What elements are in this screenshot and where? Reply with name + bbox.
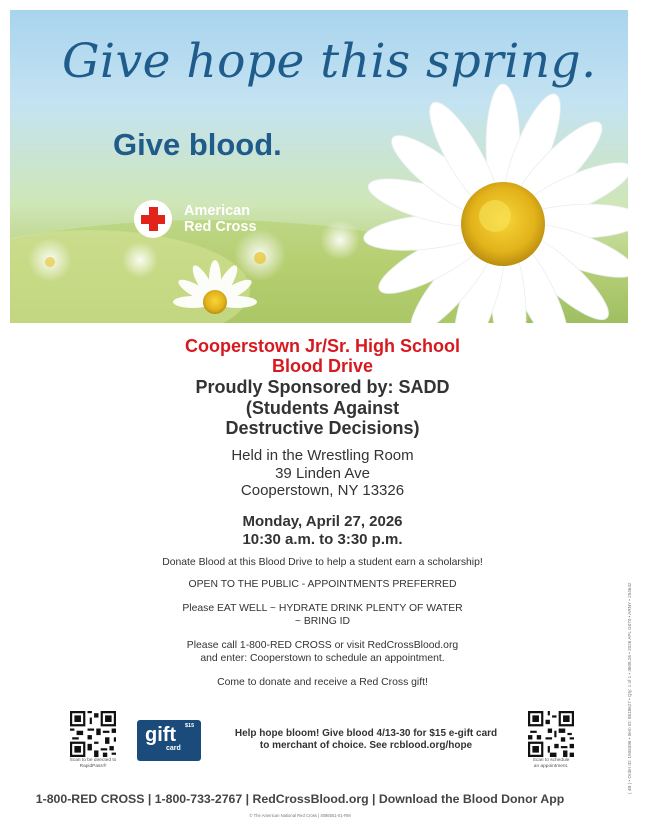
card-word: card xyxy=(166,745,181,752)
school-name: Cooperstown Jr/Sr. High School xyxy=(184,336,461,356)
gift-text: Come to donate and receive a Red Cross gift! xyxy=(217,677,428,688)
schedule-caption-line-1: Scan to schedule xyxy=(532,758,570,763)
venue-room: Held in the Wrestling Room xyxy=(231,447,414,464)
event-date: Monday, April 27, 2026 xyxy=(242,513,403,530)
gift-amount: $15 xyxy=(185,723,195,729)
sponsor-block xyxy=(0,377,645,439)
eat-well-line-2: ~ BRING ID xyxy=(294,615,351,627)
order-id-code: ( 4B ) • Order ID: 1506396 • Item ID: 8818627 • Qty: 1 of 1 • 4608.26 • 2026 APL G070 • ARNY • 254642 xyxy=(627,582,632,794)
venue-street: 39 Linden Ave xyxy=(275,464,370,482)
hero-title: Give hope this spring. xyxy=(62,34,597,89)
venue-block xyxy=(0,447,645,500)
american-red-cross-logo xyxy=(134,200,284,246)
eat-well-line-1: Please EAT WELL ~ HYDRATE DRINK PLENTY OF WATER xyxy=(182,603,463,614)
schedule-caption-line-2: an appointment. xyxy=(533,764,569,769)
open-to-public-text: OPEN TO THE PUBLIC - APPOINTMENTS PREFERRED xyxy=(188,579,457,590)
appointment-line-2: and enter: Cooperstown to schedule an appointment. xyxy=(200,652,445,664)
footer-contact: 1-800-RED CROSS | 1-800-733-2767 | RedCrossBlood.org | Download the Blood Donor App xyxy=(35,792,565,806)
sponsor-line-3: Destructive Decisions) xyxy=(225,418,420,438)
gift-card-graphic xyxy=(137,720,201,761)
event-time: 10:30 a.m. to 3:30 p.m. xyxy=(242,530,403,548)
hero-banner xyxy=(10,10,628,323)
schedule-qr-caption xyxy=(511,758,591,770)
rapidpass-qr-caption xyxy=(53,758,133,770)
appointment-text xyxy=(0,640,645,665)
sponsor-line-1: Proudly Sponsored by: SADD xyxy=(195,377,450,397)
scholarship-text: Donate Blood at this Blood Drive to help a student earn a scholarship! xyxy=(162,557,483,568)
drive-name: Blood Drive xyxy=(271,356,373,376)
rapidpass-qr-code[interactable] xyxy=(70,711,116,757)
red-cross-icon xyxy=(134,200,172,238)
event-title xyxy=(0,336,645,376)
rapidpass-caption-line-1: Scan to be directed to xyxy=(69,758,117,763)
schedule-qr-code[interactable] xyxy=(528,711,574,757)
promo-line-2: to merchant of choice. See rcblood.org/hope xyxy=(259,740,473,751)
logo-line-2: Red Cross xyxy=(184,219,257,235)
rapidpass-caption-line-2: RapidPass® xyxy=(79,764,107,769)
copyright-text: © The American National Red Cross | 4086551-01-RM xyxy=(249,813,351,818)
date-time-block xyxy=(0,513,645,548)
promo-text xyxy=(213,728,519,752)
hero-subtitle: Give blood. xyxy=(113,127,282,162)
appointment-line-1: Please call 1-800-RED CROSS or visit RedCrossBlood.org xyxy=(186,640,459,651)
eat-well-text xyxy=(0,603,645,628)
gift-word: gift xyxy=(145,724,177,746)
venue-city: Cooperstown, NY 13326 xyxy=(240,482,405,499)
promo-line-1: Help hope bloom! Give blood 4/13-30 for $15 e-gift card xyxy=(234,728,498,739)
logo-line-1: American xyxy=(184,203,251,219)
logo-text xyxy=(184,203,257,235)
sponsor-line-2: (Students Against xyxy=(245,397,400,418)
